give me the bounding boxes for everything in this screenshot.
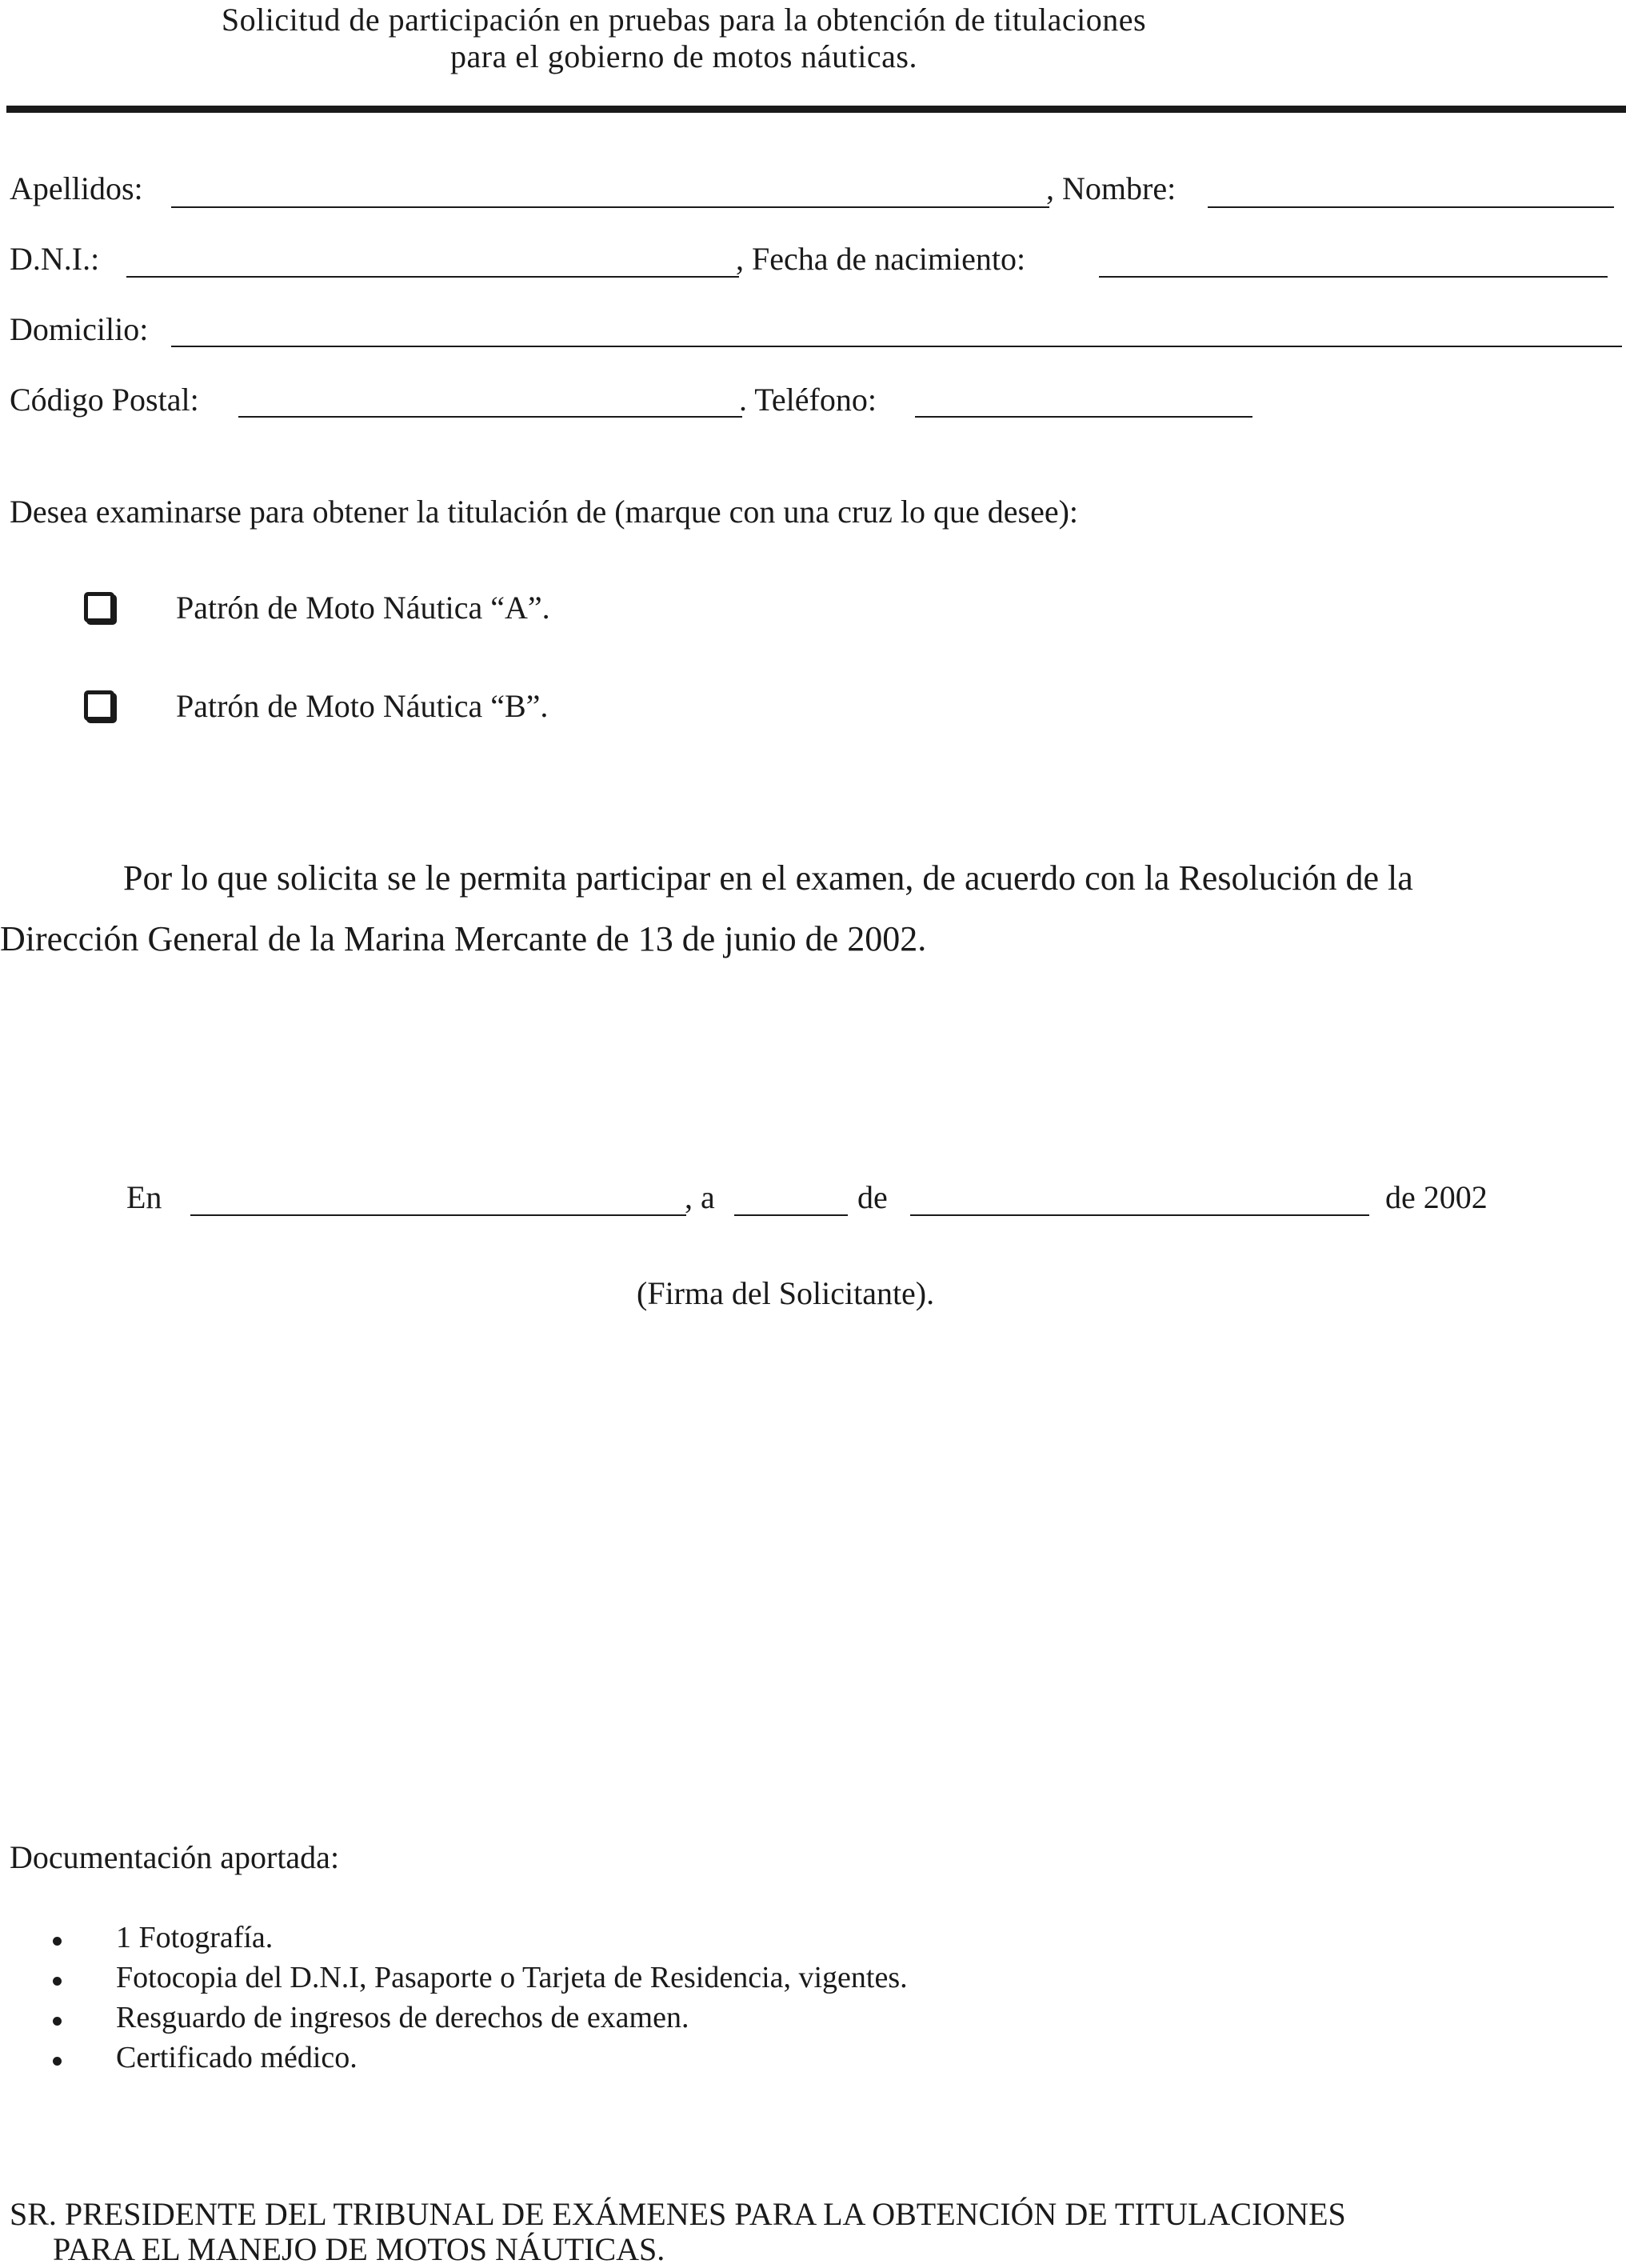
request-line1: Por lo que solicita se le permita participar en el examen, de acuerdo con la Resolución de la xyxy=(123,858,1413,898)
addressee-line1: SR. PRESIDENTE DEL TRIBUNAL DE EXÁMENES PARA LA OBTENCIÓN DE TITULACIONES xyxy=(10,2196,1346,2232)
bullet-icon xyxy=(53,2017,62,2026)
doc-item-2: Fotocopia del D.N.I, Pasaporte o Tarjeta de Residencia, vigentes. xyxy=(116,1961,908,1994)
signature-caption: (Firma del Solicitante). xyxy=(637,1275,935,1311)
telefono-field[interactable] xyxy=(915,416,1252,418)
option-a-label: Patrón de Moto Náutica “A”. xyxy=(176,590,550,626)
titulacion-question: Desea examinarse para obtener la titulación de (marque con una cruz lo que desee): xyxy=(10,494,1079,530)
date-en-label: En xyxy=(126,1179,162,1215)
nombre-field[interactable] xyxy=(1208,206,1614,208)
fecha-nacimiento-field[interactable] xyxy=(1099,276,1608,278)
nombre-label: , Nombre: xyxy=(1046,170,1177,206)
addressee-line2: PARA EL MANEJO DE MOTOS NÁUTICAS. xyxy=(53,2231,665,2267)
documentation-heading: Documentación aportada: xyxy=(10,1839,340,1875)
apellidos-label: Apellidos: xyxy=(10,170,143,206)
bullet-icon xyxy=(53,1977,62,1986)
dni-label: D.N.I.: xyxy=(10,241,100,277)
domicilio-label: Domicilio: xyxy=(10,311,149,347)
date-year-label: de 2002 xyxy=(1385,1179,1488,1215)
doc-item-4: Certificado médico. xyxy=(116,2041,358,2074)
codigo-postal-field[interactable] xyxy=(238,416,742,418)
dni-field[interactable] xyxy=(126,276,739,278)
place-field[interactable] xyxy=(190,1214,686,1216)
option-a-checkbox[interactable] xyxy=(84,592,114,622)
header-divider xyxy=(6,106,1626,113)
codigo-postal-label: Código Postal: xyxy=(10,382,199,418)
bullet-icon xyxy=(53,1937,62,1946)
date-de-label: de xyxy=(857,1179,888,1215)
bullet-icon xyxy=(53,2057,62,2066)
telefono-label: . Teléfono: xyxy=(739,382,877,418)
document-title-line1: Solicitud de participación en pruebas para la obtención de titulaciones xyxy=(221,2,1147,38)
date-a-label: , a xyxy=(685,1179,715,1215)
month-field[interactable] xyxy=(910,1214,1369,1216)
apellidos-field[interactable] xyxy=(171,206,1049,208)
request-line2: Dirección General de la Marina Mercante de 13 de junio de 2002. xyxy=(0,919,927,958)
day-field[interactable] xyxy=(734,1214,848,1216)
document-title-line2: para el gobierno de motos náuticas. xyxy=(450,38,917,74)
option-b-checkbox[interactable] xyxy=(84,690,114,721)
doc-item-3: Resguardo de ingresos de derechos de examen. xyxy=(116,2001,689,2034)
fecha-nacimiento-label: , Fecha de nacimiento: xyxy=(736,241,1026,277)
doc-item-1: 1 Fotografía. xyxy=(116,1921,274,1954)
domicilio-field[interactable] xyxy=(171,346,1622,347)
option-b-label: Patrón de Moto Náutica “B”. xyxy=(176,688,549,724)
